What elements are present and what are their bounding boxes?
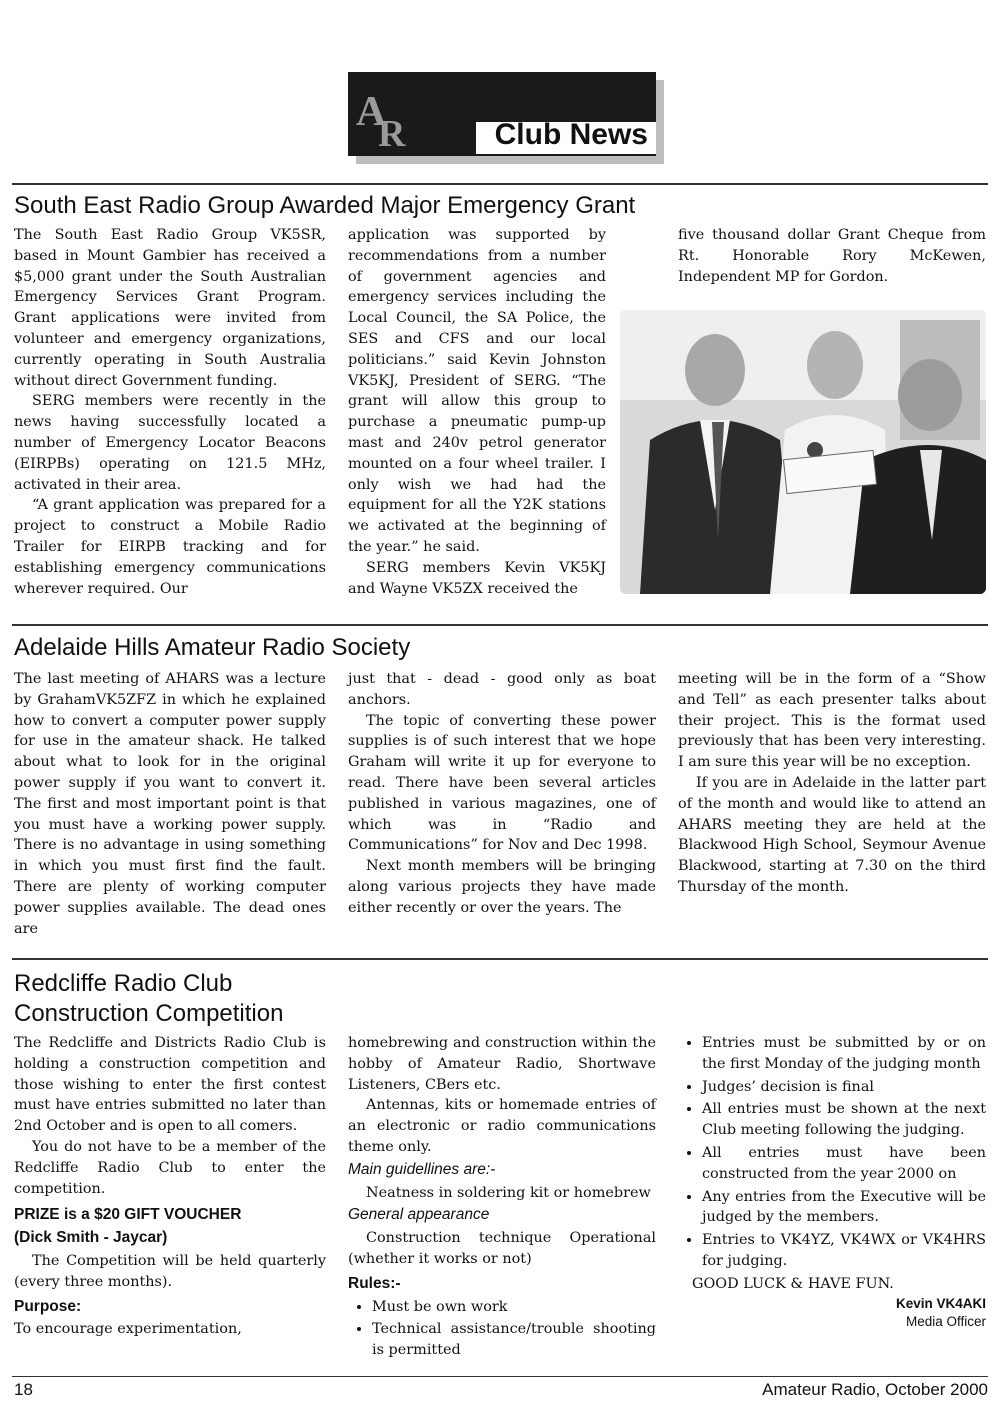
paragraph: application was supported by recommendations from a number of government agencies and emergency services including the Local Council, the SA Police, the SES and CFS and our local politicians.” said Kevin Johnston VK5KJ, President of SERG. “The grant will allow this group to purchase a pneumatic pump-up mast and 240v petrol generator mounted on a four wheel trailer. I only wish we had had the equipment for all the Y2K stations we activated at the beginning of the year.” he said. xyxy=(348,227,606,555)
page-number: 18 xyxy=(14,1380,33,1399)
article3-column-1 xyxy=(14,1033,326,1340)
list-item: • All entries must have been constructed from the year 2000 on xyxy=(702,1143,986,1185)
paragraph: five thousand dollar Grant Cheque from Rt. Honorable Rory McKewen, Independent MP for Gordon. xyxy=(678,227,986,285)
paragraph: Neatness in soldering kit or homebrew xyxy=(366,1184,651,1201)
list-item: • Entries to VK4YZ, VK4WX or VK4HRS for judging. xyxy=(702,1230,986,1272)
section-title: Club News xyxy=(494,118,648,151)
paragraph: The last meeting of AHARS was a lecture by GrahamVK5ZFZ in which he explained how to convert a computer power supply for use in the amateur shack. He talked about what to look for in the original power supply if you want to convert it. The first and most important point is that you must have a working power supply. There is no advantage in using something in which you must first find the fault. There are plenty of working computer power supplies available. The dead ones are xyxy=(14,671,326,937)
article2-column-2 xyxy=(348,669,656,919)
paragraph: The South East Radio Group VK5SR, based in Mount Gambier has received a $5,000 grant under the South Australian Emergency Services Grant Program. Grant applications were invited from volunteer and emergency organizations, currently operating in South Australia without direct Government funding. xyxy=(14,227,326,389)
article3-headline-line2: Construction Competition xyxy=(14,1000,284,1027)
paragraph: You do not have to be a member of the Redcliffe Radio Club to enter the competition. xyxy=(14,1138,326,1197)
article1-headline: South East Radio Group Awarded Major Emergency Grant xyxy=(14,192,636,219)
photo-cheque-presentation xyxy=(620,310,986,594)
list-item: • Judges’ decision is final xyxy=(702,1077,986,1098)
divider-rule xyxy=(12,958,988,960)
paragraph: The Competition will be held quarterly (every three months). xyxy=(14,1252,326,1290)
logo-letter-a: A xyxy=(356,89,387,135)
prize-line-1: PRIZE is a $20 GIFT VOUCHER xyxy=(14,1206,242,1224)
divider-rule xyxy=(12,183,988,185)
article1-column-1 xyxy=(14,225,326,599)
paragraph: SERG members Kevin VK5KJ and Wayne VK5ZX received the xyxy=(348,559,606,597)
list-item: • All entries must be shown at the next Club meeting following the judging. xyxy=(702,1099,986,1141)
paragraph: To encourage experimentation, xyxy=(14,1321,242,1338)
article2-column-3 xyxy=(678,669,986,898)
purpose-heading: Purpose: xyxy=(14,1297,82,1315)
logo-letter-r: R xyxy=(378,113,406,155)
paragraph: Antennas, kits or homemade entries of an electronic or radio communications theme only. xyxy=(348,1097,656,1155)
footer-rule xyxy=(12,1376,988,1377)
paragraph: The topic of converting these power supplies is of such interest that we hope Graham will write it up for everyone to read. There have been several articles published in various magazines, one of which was in “Radio and Communications” for Nov and Dec 1998. xyxy=(348,712,656,854)
paragraph: SERG members were recently in the news having successfully located a number of Emergency Locator Beacons (EIRPBs) operating on 121.5 MHz, activated in their area. xyxy=(14,393,326,493)
list-item: • Any entries from the Executive will be judged by the members. xyxy=(702,1187,986,1229)
list-item: • Entries must be submitted by or on the first Monday of the judging month xyxy=(702,1033,986,1075)
paragraph: homebrewing and construction within the hobby of Amateur Radio, Shortwave Listeners, CBers etc. xyxy=(348,1035,656,1093)
general-heading: General appearance xyxy=(348,1206,490,1224)
paragraph: Next month members will be bringing along various projects they have made either recently or over the years. The xyxy=(348,858,656,916)
paragraph: If you are in Adelaide in the latter part of the month and would like to attend an AHARS meeting they are held at the Blackwood High School, Seymour Avenue Blackwood, starting at 7.30 on the third Thursday of the month. xyxy=(678,774,986,895)
list-item: • Technical assistance/trouble shooting is permitted xyxy=(372,1319,656,1361)
signature-title: Media Officer xyxy=(905,1313,986,1329)
article2-headline: Adelaide Hills Amateur Radio Society xyxy=(14,634,411,661)
prize-line-2: (Dick Smith - Jaycar) xyxy=(14,1229,168,1247)
list-item: • Must be own work xyxy=(372,1297,656,1318)
paragraph: The Redcliffe and Districts Radio Club is holding a construction competition and those wishing to enter the first contest must have entries submitted no later than 2nd October and is open to all comers. xyxy=(14,1035,326,1135)
paragraph: Construction technique Operational (whether it works or not) xyxy=(348,1230,656,1267)
rules-heading: Rules:- xyxy=(348,1274,401,1292)
guidelines-heading: Main guidellines are:- xyxy=(348,1160,496,1178)
article3-column-2 xyxy=(348,1033,656,1363)
paragraph: just that - dead - good only as boat anchors. xyxy=(348,671,656,708)
article1-column-2 xyxy=(348,225,606,599)
photo-illustration xyxy=(620,310,986,594)
signature-name: Kevin VK4AKI xyxy=(895,1295,986,1311)
section-banner xyxy=(348,72,656,156)
article3-headline-line1: Redcliffe Radio Club xyxy=(14,970,233,997)
article1-column-3 xyxy=(678,225,986,287)
rules-list xyxy=(348,1297,656,1361)
divider-rule xyxy=(12,624,988,626)
article3-column-3 xyxy=(678,1033,986,1331)
paragraph: meeting will be in the form of a “Show and Tell” as each presenter talks about their project. This is the format used previously that has been very interesting. I am sure this year will be no exception. xyxy=(678,671,986,771)
paragraph: “A grant application was prepared for a project to construct a Mobile Radio Trailer for EIRPB tracking and for establishing emergency communications wherever required. Our xyxy=(14,497,326,597)
rules-list xyxy=(678,1033,986,1272)
closing-line: GOOD LUCK & HAVE FUN. xyxy=(692,1275,894,1292)
publication-line: Amateur Radio, October 2000 xyxy=(762,1380,988,1399)
article2-column-1 xyxy=(14,669,326,939)
